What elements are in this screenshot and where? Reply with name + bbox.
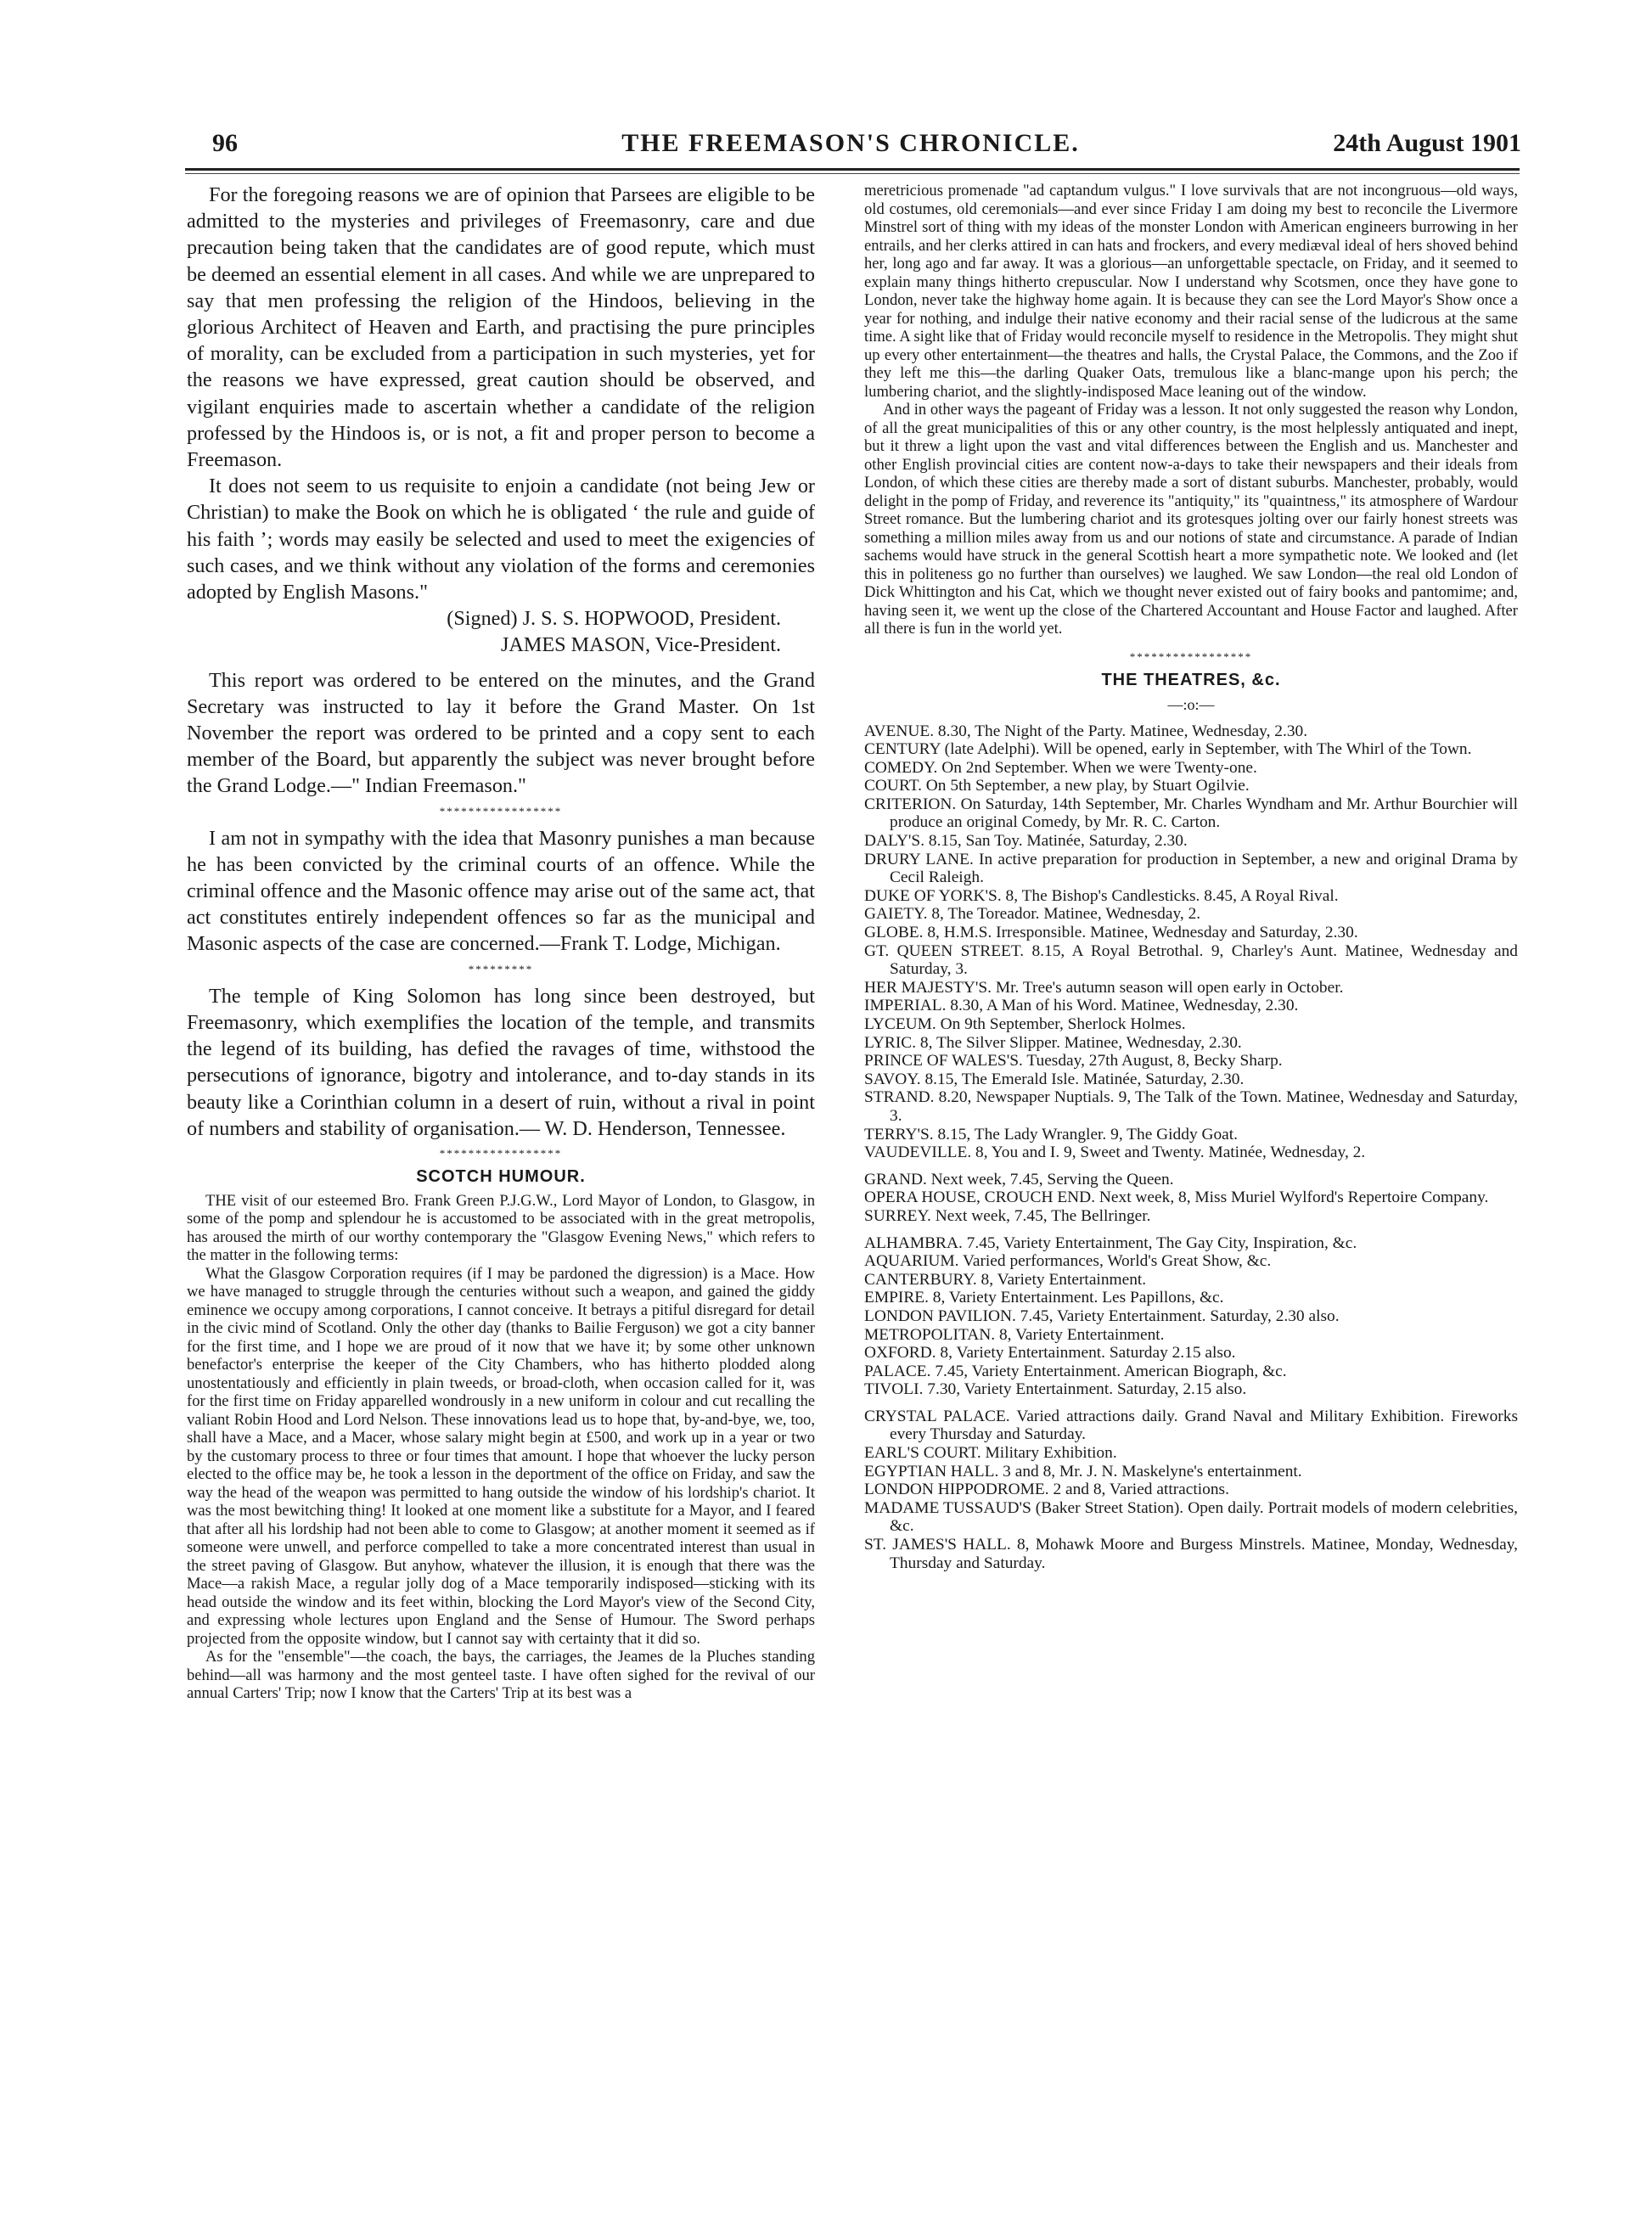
issue-date: 24th August 1901 <box>1333 129 1521 157</box>
theatre-listing: PRINCE OF WALES'S. Tuesday, 27th August, 8, Becky Sharp. <box>864 1052 1283 1070</box>
theatre-listing: DUKE OF YORK'S. 8, The Bishop's Candlesticks. 8.45, A Royal Rival. <box>864 886 1339 905</box>
article-paragraph: meretricious promenade "ad captandum vulgus." I love survivals that are not incongruous—old ways, old costumes, old ceremonials—and ever since Friday I am doing my best to reconcile the Livermore Minstrel sort of thing with my ideas of the monster London with American engineers burrowing in her entrails, and her clerks attired in can hats and frockers, and every mediæval ideal of hers shoved behind her, long ago and far away. It was a glorious—an unforgettable spectacle, on Friday, and it seemed to explain many things hitherto crepuscular. Now I understand why Scotsmen, once they have gone to London, never take the highway home again. It is because they can see the Lord Mayor's Show once a year for nothing, and indulge their native economy and their racial sense of the ludicrous at the same time. A sight like that of Friday would reconcile myself to residence in the Metropolis. They might shut up every other entertainment—the theatres and halls, the Crystal Palace, the Commons, and the Zoo if they left me this—the darling Quaker Oats, tremulous like a blanc-mange upon his perch; the lumbering chariot, and the slightly-indisposed Mace leaning out of the window. <box>864 182 1518 401</box>
header-rule <box>185 168 1520 171</box>
theatre-listing: EMPIRE. 8, Variety Entertainment. Les Papillons, &c. <box>864 1289 1224 1307</box>
theatre-listing: TIVOLI. 7.30, Variety Entertainment. Saturday, 2.15 also. <box>864 1380 1247 1399</box>
theatre-listing: ST. JAMES'S HALL. 8, Mohawk Moore and Burgess Minstrels. Matinee, Monday, Wednesday, Thursday and Saturday. <box>864 1536 1518 1572</box>
scotch-humour-article <box>187 1192 815 1703</box>
article-paragraph: As for the "ensemble"—the coach, the bays, the carriages, the Jeames de la Pluches standing behind—all was harmony and the most genteel taste. I have often sighed for the revival of our annual Carters' Trip; now I know that the Carters' Trip at its best was a <box>187 1648 815 1703</box>
theatre-listing: PALACE. 7.45, Variety Entertainment. American Biograph, &c. <box>864 1362 1287 1380</box>
section-divider: ***************** <box>439 804 563 818</box>
theatre-listing: COMEDY. On 2nd September. When we were Twenty-one. <box>864 758 1257 777</box>
theatre-listing: SAVOY. 8.15, The Emerald Isle. Matinée, Saturday, 2.30. <box>864 1070 1245 1088</box>
theatre-listing: AVENUE. 8.30, The Night of the Party. Matinee, Wednesday, 2.30. <box>864 722 1308 740</box>
left-column <box>187 182 815 1703</box>
article-paragraph: It does not seem to us requisite to enjoin a candidate (not being Jew or Christian) to make the Book on which he is obligated ‘ the rule and guide of his faith ’; words may easily be selected and used to meet the exigencies of such cases, and we think without any violation of the forms and ceremonies adopted by English Masons." <box>187 475 815 604</box>
theatre-listing: COURT. On 5th September, a new play, by Stuart Ogilvie. <box>864 777 1250 795</box>
theatre-listing: HER MAJESTY'S. Mr. Tree's autumn season will open early in October. <box>864 978 1344 997</box>
section-heading-scotch-humour: SCOTCH HUMOUR. <box>416 1166 586 1186</box>
theatre-listing: TERRY'S. 8.15, The Lady Wrangler. 9, The Giddy Goat. <box>864 1125 1239 1144</box>
article-paragraph: This report was ordered to be entered on the minutes, and the Grand Secretary was instructed to lay it before the Grand Master. On 1st November the report was ordered to be printed and a copy sent to each member of the Board, but apparently the subject was never brought before the Grand Lodge.—" Indian Freemason." <box>187 668 815 798</box>
theatre-listing: CRYSTAL PALACE. Varied attractions daily. Grand Naval and Military Exhibition. Fireworks every Thursday and Saturday. <box>864 1407 1518 1444</box>
section-divider: ***************** <box>439 1146 563 1160</box>
signature-president: (Signed) J. S. S. HOPWOOD, President. <box>447 607 781 631</box>
header-rule-thin <box>185 173 1520 174</box>
theatre-listing: EGYPTIAN HALL. 3 and 8, Mr. J. N. Maskelyne's entertainment. <box>864 1462 1302 1481</box>
article-paragraph: THE visit of our esteemed Bro. Frank Green P.J.G.W., Lord Mayor of London, to Glasgow, in some of the pomp and splendour he is accustomed to be associated with in the great metropolis, has aroused the mirth of our worthy contemporary the "Glasgow Evening News," which refers to the matter in the following terms: <box>187 1191 815 1265</box>
variety-listing-group <box>864 1234 1518 1399</box>
theatre-listing: IMPERIAL. 8.30, A Man of his Word. Matinee, Wednesday, 2.30. <box>864 997 1299 1015</box>
theatre-listing: CRITERION. On Saturday, 14th September, Mr. Charles Wyndham and Mr. Arthur Bourchier will produce an original Comedy, by Mr. R. C. Carton. <box>864 795 1518 832</box>
parsee-report-section <box>187 182 815 1160</box>
theatre-listing: VAUDEVILLE. 8, You and I. 9, Sweet and Twenty. Matinée, Wednesday, 2. <box>864 1144 1366 1162</box>
theatre-listing: LONDON HIPPODROME. 2 and 8, Varied attractions. <box>864 1481 1229 1499</box>
theatre-listing: STRAND. 8.20, Newspaper Nuptials. 9, The Talk of the Town. Matinee, Wednesday and Saturday, 3. <box>864 1088 1518 1125</box>
theatre-listing: CENTURY (late Adelphi). Will be opened, early in September, with The Whirl of the Town. <box>864 740 1472 759</box>
theatre-listing-group <box>864 1171 1518 1226</box>
heading-ornament: —:o:— <box>1167 695 1215 713</box>
section-divider: ********* <box>468 962 534 975</box>
signature-vice-president: JAMES MASON, Vice-President. <box>500 633 781 657</box>
article-paragraph: What the Glasgow Corporation requires (if I may be pardoned the digression) is a Mace. How we have managed to struggle through the centuries without such a weapon, and gained the giddy eminence we occupy among corporations, I cannot conceive. It betrays a pitiful disregard for detail in the civic mind of Scotland. Only the other day (thanks to Bailie Ferguson) we got a city banner for the first time, and I hope we are proud of it now that we have it; by some other unknown benefactor's enterprise the keeper of the City Chambers, who has hitherto plodded along unostentatiously and efficiently in plain tweeds, or broad-cloth, when occasion called for it, was for the first time on Friday apparelled wondrously in a new uniform in colour and cut recalling the valiant Robin Hood and Lord Nelson. These innovations lead us to hope that, by-and-bye, we, too, shall have a Mace, and a Macer, whose salary might begin at £500, and work up in a year or two by the customary process to three or four times that amount. I hope that whoever the lucky person elected to the office may be, he took a lesson in the deportment of the office on Friday, and saw the way the head of the weapon was permitted to hang outside the window of his lordship's chariot. It was the most bewitching thing! It looked at one moment like a substitute for a Mayor, and I feared that after all his lordship had not been able to come to Glasgow; at another moment it seemed as if someone were unwell, and perforce compelled to take a more concentrated interest than usual in the street paving of Glasgow. But anyhow, whatever the illusion, it is enough that there was the Mace—a rakish Mace, a regular jolly dog of a Mace temporarily indisposed—sticking with its head outside the window and its feet within, blocking the Lord Mayor's view of the Second City, and expressing whole lectures upon England and the Sense of Humour. The Sword perhaps projected from the opposite window, but I cannot say with certainty that it did so. <box>187 1264 815 1648</box>
section-divider: ***************** <box>1129 649 1253 663</box>
theatre-listing: EARL'S COURT. Military Exhibition. <box>864 1444 1117 1463</box>
theatre-listing: LYRIC. 8, The Silver Slipper. Matinee, Wednesday, 2.30. <box>864 1033 1242 1052</box>
article-paragraph: For the foregoing reasons we are of opinion that Parsees are eligible to be admitted to the mysteries and privileges of Freemasonry, care and due precaution being taken that the candidates are of good repute, which must be deemed an essential element in all cases. And while we are unprepared to say that men professing the religion of the Hindoos, believing in the glorious Architect of Heaven and Earth, and practising the pure principles of morality, can be excluded from a participation in such mysteries, yet for the reasons we have expressed, great caution should be observed, and vigilant enquiries made to ascertain whether a candidate of the religion professed by the Hindoos is, or is not, a fit and proper person to become a Freemason. <box>187 183 815 472</box>
theatre-listing: LYCEUM. On 9th September, Sherlock Holmes. <box>864 1015 1186 1033</box>
theatre-listing: OXFORD. 8, Variety Entertainment. Saturday 2.15 also. <box>864 1344 1236 1363</box>
attractions-listing-group <box>864 1408 1518 1572</box>
article-paragraph: And in other ways the pageant of Friday was a lesson. It not only suggested the reason why London, of all the great municipalities of this or any other country, is the most helplessly antiquated and inept, but it threw a light upon the vast and vital differences between the English and us. Manchester and other English provincial cities are content now-a-days to take their newspapers and their ideals from London, of which these cities are thereby made a sort of distant suburbs. Manchester, probably, would delight in the pomp of Friday, and reverence its "antiquity," its "quaintness," its atmosphere of Wardour Street romance. But the lumbering chariot and its grotesques jolting over our fairly honest streets was something a million miles away from us and our notions of state and circumstance. A parade of Indian sachems would have struck in the general Scottish heart a more sympathetic note. We looked and (let this in politeness go no further than ourselves) we laughed. We saw London—the real old London of Dick Whittington and his Cat, which we thought never existed out of fairy books and pantomime; and, having seen it, we went up the close of the Chartered Accountant and House Factor and laughed. After all there is fun in the world yet. <box>864 401 1518 638</box>
theatre-listing: GT. QUEEN STREET. 8.15, A Royal Betrothal. 9, Charley's Aunt. Matinee, Wednesday and Saturday, 3. <box>864 941 1518 979</box>
theatre-listing: CANTERBURY. 8, Variety Entertainment. <box>864 1270 1147 1289</box>
page-header <box>180 129 1521 166</box>
theatre-listing: GLOBE. 8, H.M.S. Irresponsible. Matinee, Wednesday and Saturday, 2.30. <box>864 924 1358 942</box>
theatre-listing: DALY'S. 8.15, San Toy. Matinée, Saturday, 2.30. <box>864 832 1188 851</box>
article-paragraph: I am not in sympathy with the idea that Masonry punishes a man because he has been convicted by the criminal courts of an offence. While the criminal offence and the Masonic offence may arise out of the same act, that act constitutes entirely independent offences so far as the municipal and Masonic aspects of the case are concerned.—Frank T. Lodge, Michigan. <box>187 826 815 956</box>
theatre-listing: LONDON PAVILION. 7.45, Variety Entertainment. Saturday, 2.30 also. <box>864 1306 1340 1325</box>
theatre-listing: GAIETY. 8, The Toreador. Matinee, Wednesday, 2. <box>864 905 1201 924</box>
theatre-listing: AQUARIUM. Varied performances, World's Great Show, &c. <box>864 1252 1272 1271</box>
theatre-listing: DRURY LANE. In active preparation for production in September, a new and original Drama by Cecil Raleigh. <box>864 850 1518 887</box>
theatre-listing: ALHAMBRA. 7.45, Variety Entertainment, The Gay City, Inspiration, &c. <box>864 1233 1357 1252</box>
theatre-listing: METROPOLITAN. 8, Variety Entertainment. <box>864 1325 1165 1344</box>
theatre-listing: MADAME TUSSAUD'S (Baker Street Station). Open daily. Portrait models of modern celebrities, &c. <box>864 1498 1518 1536</box>
scotch-humour-continued <box>864 182 1518 638</box>
publication-title: THE FREEMASON'S CHRONICLE. <box>621 129 1080 157</box>
page-number: 96 <box>212 129 238 157</box>
right-column <box>864 182 1518 1581</box>
theatre-listing: GRAND. Next week, 7.45, Serving the Queen. <box>864 1170 1174 1188</box>
theatre-listing-group <box>864 722 1518 1162</box>
article-paragraph: The temple of King Solomon has long since been destroyed, but Freemasonry, which exemplifies the location of the temple, and transmits the legend of its building, has defied the ravages of time, withstood the persecutions of ignorance, bigotry and intolerance, and to-day stands in its beauty like a Corinthian column in a desert of ruin, without a rival in point of numbers and stability of organisation.— W. D. Henderson, Tennessee. <box>187 984 815 1140</box>
section-heading-theatres: THE THEATRES, &c. <box>1101 670 1281 689</box>
theatre-listing: OPERA HOUSE, CROUCH END. Next week, 8, Miss Muriel Wylford's Repertoire Company. <box>864 1188 1489 1207</box>
theatre-listing: SURREY. Next week, 7.45, The Bellringer. <box>864 1206 1151 1225</box>
